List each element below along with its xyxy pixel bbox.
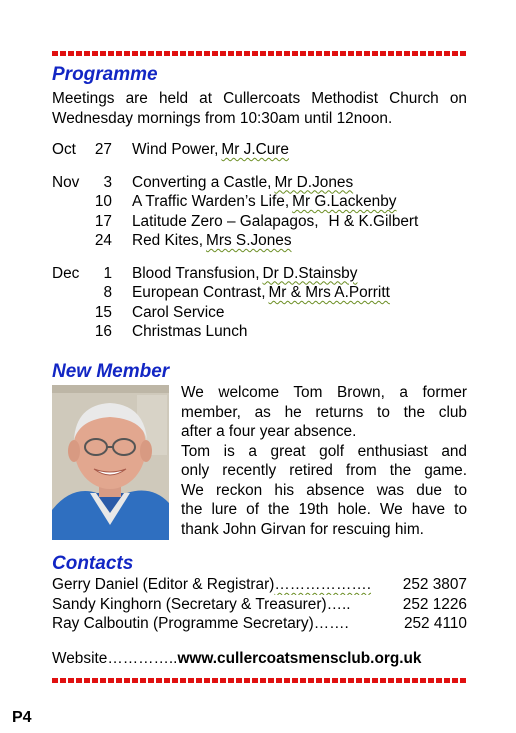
event-day: 15 <box>94 303 112 321</box>
events-list <box>52 140 467 355</box>
event-speaker: Mr D.Jones <box>274 173 354 191</box>
programme-intro <box>52 89 467 128</box>
month-label: Dec <box>52 264 80 282</box>
intro-line-2: Wednesday mornings from 10:30am until 12noon. <box>52 109 393 127</box>
page-number: P4 <box>12 709 32 726</box>
portrait-image <box>52 385 169 540</box>
event-row <box>52 192 467 212</box>
event-title: Wind Power, <box>132 141 219 158</box>
event-title: Blood Transfusion, <box>132 264 260 282</box>
website-link[interactable]: www.cullercoatsmensclub.org.uk <box>177 650 422 667</box>
bottom-dashed-rule <box>52 678 468 683</box>
event-speaker: Mr G.Lackenby <box>292 193 397 210</box>
intro-line-1: Meetings are held at Cullercoats Methodist Church on <box>52 90 467 107</box>
contact-phone: 252 4110 <box>403 615 467 632</box>
contact-phone: 252 3807 <box>402 576 467 593</box>
event-day: 17 <box>94 212 112 230</box>
contact-row <box>52 575 467 595</box>
new-member-heading: New Member <box>52 361 170 382</box>
event-speaker: Dr D.Stainsby <box>262 264 358 282</box>
contact-dots: ………………. <box>274 576 371 593</box>
month-label: Oct <box>52 141 76 158</box>
event-day: 27 <box>94 141 112 158</box>
month-label: Nov <box>52 173 80 191</box>
event-row <box>52 212 467 232</box>
event-title: A Traffic Warden’s Life, <box>132 193 290 210</box>
event-title: Carol Service <box>132 303 225 321</box>
event-day: 16 <box>94 323 112 340</box>
contact-row <box>52 595 467 615</box>
contact-dots: ……. <box>313 615 349 632</box>
month-group-dec <box>52 264 467 342</box>
event-speaker: Mr & Mrs A.Porritt <box>268 284 390 301</box>
programme-heading: Programme <box>52 64 158 85</box>
event-title: Red Kites, <box>132 232 204 249</box>
event-row <box>52 140 467 160</box>
event-speaker: Mr J.Cure <box>221 141 289 158</box>
event-day: 24 <box>94 232 112 249</box>
event-speaker: Mrs S.Jones <box>206 232 292 249</box>
member-photo <box>52 385 169 540</box>
event-row <box>52 322 467 342</box>
event-speaker: H & K.Gilbert <box>328 212 419 230</box>
event-row <box>52 173 467 193</box>
event-row <box>52 303 467 323</box>
member-line: We welcome Tom Brown, a former <box>181 384 467 401</box>
month-group-nov <box>52 173 467 251</box>
member-line: Tom is a great golf enthusiast and <box>181 442 467 460</box>
new-member-text <box>181 383 467 539</box>
contact-phone: 252 1226 <box>402 595 467 613</box>
event-title: Latitude Zero – Galapagos, <box>132 212 319 230</box>
event-day: 10 <box>94 193 112 210</box>
member-line: after a four year absence. <box>181 423 357 440</box>
event-day: 8 <box>103 284 112 301</box>
event-row <box>52 283 467 303</box>
event-title: European Contrast, <box>132 284 266 301</box>
contact-name: Sandy Kinghorn (Secretary & Treasurer) <box>52 595 327 613</box>
event-title: Christmas Lunch <box>132 323 248 340</box>
month-group-oct <box>52 140 467 160</box>
event-title: Converting a Castle, <box>132 173 272 191</box>
event-row <box>52 231 467 251</box>
contact-name: Ray Calboutin (Programme Secretary) <box>52 615 314 632</box>
website-label: Website………….. <box>52 650 178 667</box>
member-line: only recently retired from the game. <box>181 462 467 479</box>
contact-name: Gerry Daniel (Editor & Registrar) <box>52 576 275 593</box>
contacts-heading: Contacts <box>52 553 134 574</box>
event-day: 1 <box>103 264 112 282</box>
event-row <box>52 264 467 284</box>
top-dashed-rule <box>52 51 468 56</box>
event-day: 3 <box>103 173 112 191</box>
contact-dots: ….. <box>326 595 351 613</box>
contact-row <box>52 614 467 634</box>
member-line: We reckon his absence was due to <box>181 481 467 499</box>
member-line: thank John Girvan for rescuing him. <box>181 520 424 538</box>
website-line <box>52 649 421 669</box>
contacts-list <box>52 575 467 634</box>
member-line: the lure of the 19th hole. We have to <box>181 501 467 518</box>
member-line: member, as he returns to the club <box>181 403 467 421</box>
